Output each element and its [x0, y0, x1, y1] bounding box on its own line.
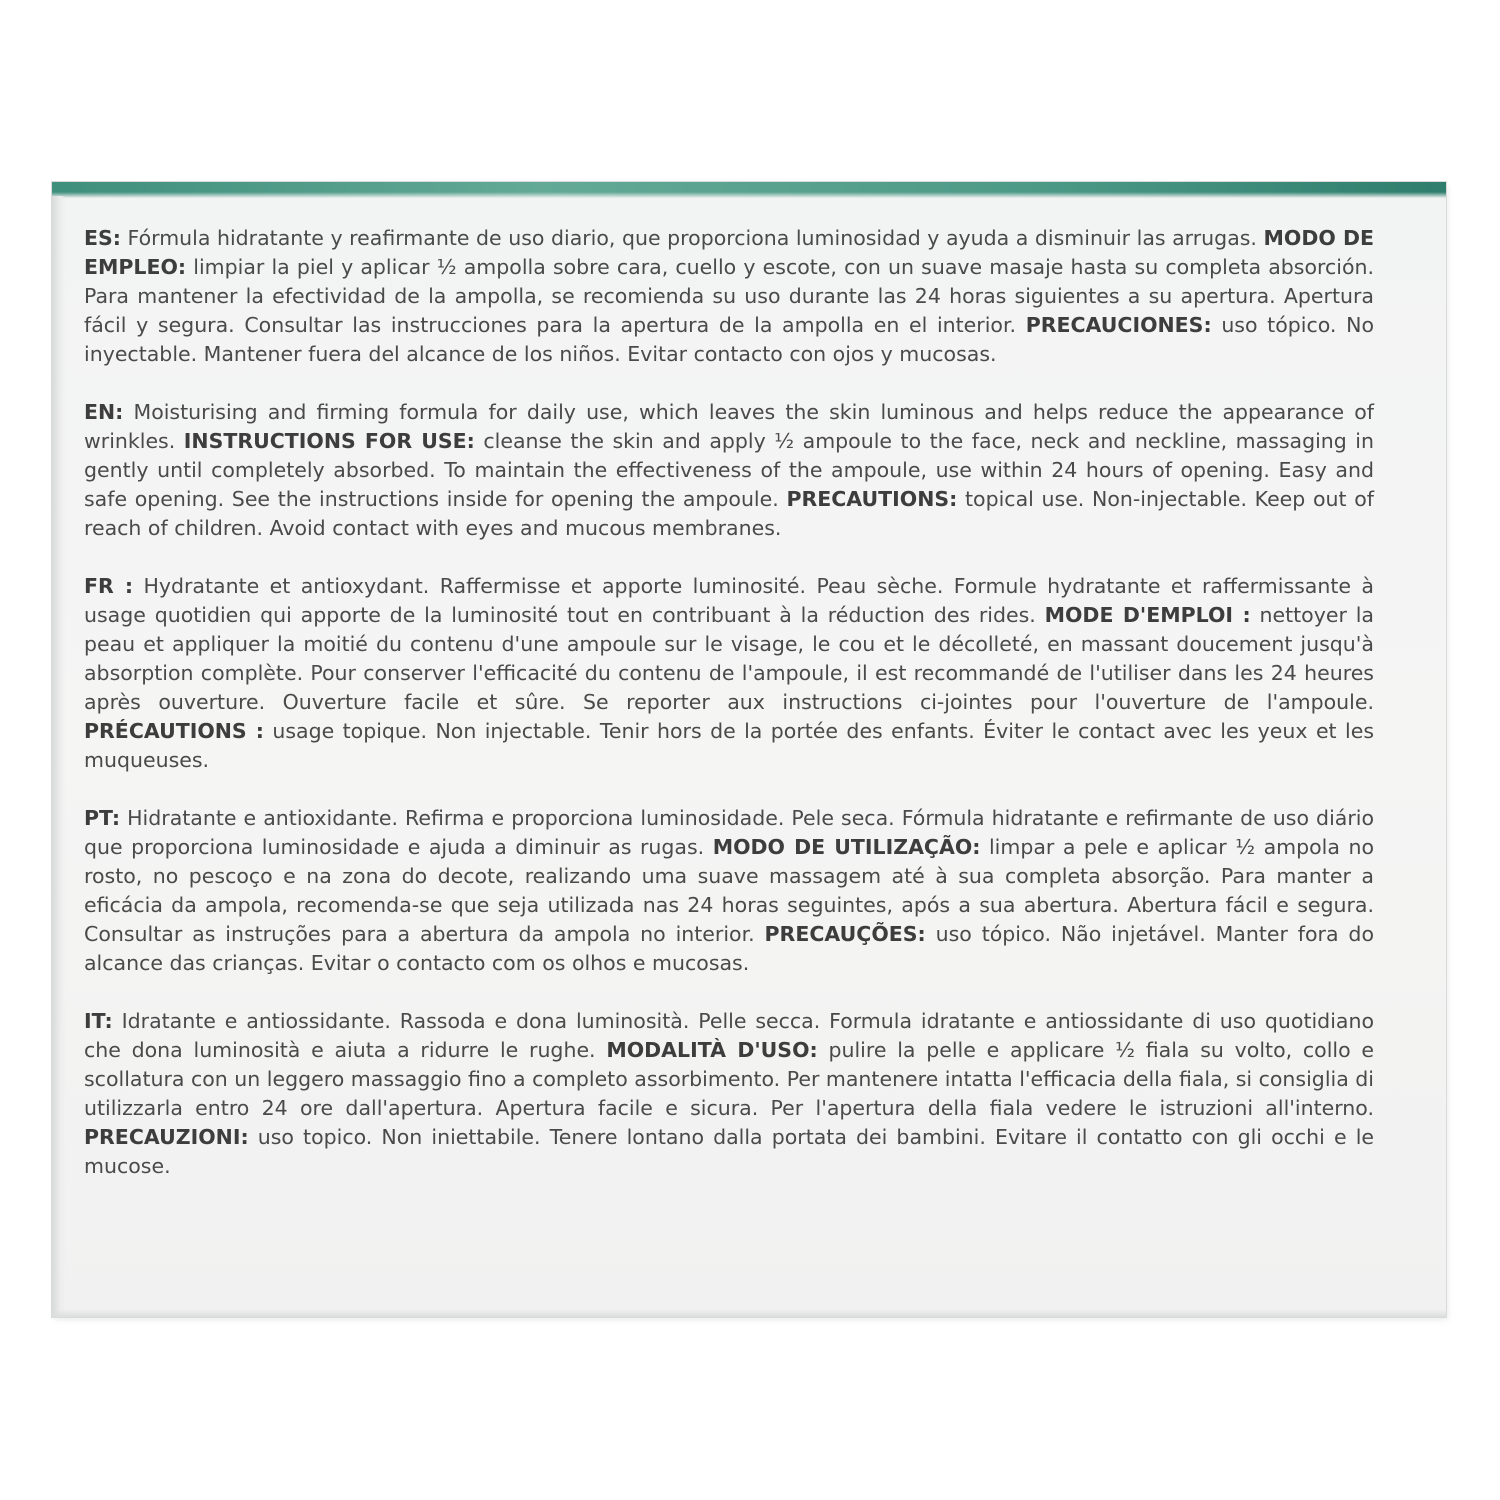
en-heading-usage: INSTRUCTIONS FOR USE:	[183, 429, 475, 453]
it-heading-precautions: PRECAUZIONI:	[84, 1125, 249, 1149]
fr-precautions-text: usage topique. Non injectable. Tenir hors de la portée des enfants. Éviter le contact avec les yeux et les muqueuses.	[84, 719, 1374, 772]
es-precautions-text: uso tópico. No inyectable. Mantener fuera del alcance de los niños. Evitar contacto con ojos y mucosas.	[84, 313, 1374, 366]
fr-usage-text: nettoyer la peau et appliquer la moitié du contenu d'une ampoule sur le visage, le cou et le décolleté, en massant doucement jusqu'à absorption complète. Pour conserver l'efficacité du contenu de l'ampoule, il est recommandé de l'utiliser dans les 24 heures après ouverture. Ouverture facile et sûre. Se reporter aux instructions ci-jointes pour l'ouverture de l'ampoule.	[84, 603, 1374, 714]
it-heading-usage: MODALITÀ D'USO:	[606, 1038, 818, 1062]
box-green-top-edge	[52, 182, 1446, 198]
paragraph-pt	[84, 804, 1374, 978]
lang-code-fr: FR :	[84, 574, 134, 598]
multilingual-label-text	[84, 224, 1374, 1210]
paragraph-en	[84, 398, 1374, 543]
box-bottom-edge-shadow	[52, 1309, 1446, 1317]
pt-heading-usage: MODO DE UTILIZAÇÃO:	[712, 835, 981, 859]
box-left-edge-shadow	[52, 196, 66, 1317]
pt-heading-precautions: PRECAUÇÕES:	[764, 922, 926, 946]
fr-heading-precautions: PRÉCAUTIONS :	[84, 719, 264, 743]
fr-heading-usage: MODE D'EMPLOI :	[1044, 603, 1251, 627]
paragraph-fr	[84, 572, 1374, 775]
lang-code-en: EN:	[84, 400, 124, 424]
lang-code-pt: PT:	[84, 806, 121, 830]
es-heading-precautions: PRECAUCIONES:	[1025, 313, 1212, 337]
en-intro: Moisturising and firming formula for daily use, which leaves the skin luminous and helps reduce the appearance of wrinkles.	[84, 400, 1374, 453]
lang-code-es: ES:	[84, 226, 121, 250]
es-usage-text: limpiar la piel y aplicar ½ ampolla sobre cara, cuello y escote, con un suave masaje hasta su completa absorción. Para mantener la efectividad de la ampolla, se recomienda su uso durante las 24 horas siguientes a su apertura. Apertura fácil y segura. Consultar las instrucciones para la apertura de la ampolla en el interior.	[84, 255, 1374, 337]
pt-precautions-text: uso tópico. Não injetável. Manter fora do alcance das crianças. Evitar o contacto com os olhos e mucosas.	[84, 922, 1374, 975]
es-intro: Fórmula hidratante y reafirmante de uso diario, que proporciona luminosidad y ayuda a disminuir las arrugas.	[120, 226, 1264, 250]
it-intro: Idratante e antiossidante. Rassoda e dona luminosità. Pelle secca. Formula idratante e antiossidante di uso quotidiano che dona luminosità e aiuta a ridurre le rughe.	[84, 1009, 1374, 1062]
es-heading-usage: MODO DE EMPLEO:	[84, 226, 1374, 279]
en-usage-text: cleanse the skin and apply ½ ampoule to the face, neck and neckline, massaging in gently until completely absorbed. To maintain the effectiveness of the ampoule, use within 24 hours of opening. Easy and safe opening. See the instructions inside for opening the ampoule.	[84, 429, 1374, 511]
en-heading-precautions: PRECAUTIONS:	[786, 487, 958, 511]
fr-intro: Hydratante et antioxydant. Raffermisse et apporte luminosité. Peau sèche. Formule hydratante et raffermissante à usage quotidien qui apporte de la luminosité tout en contribuant à la réduction des rides.	[84, 574, 1374, 627]
it-precautions-text: uso topico. Non iniettabile. Tenere lontano dalla portata dei bambini. Evitare il contatto con gli occhi e le mucose.	[84, 1125, 1374, 1178]
paragraph-it	[84, 1007, 1374, 1181]
it-usage-text: pulire la pelle e applicare ½ fiala su volto, collo e scollatura con un leggero massaggio fino a completo assorbimento. Per mantenere intatta l'efficacia della fiala, si consiglia di utilizzarla entro 24 ore dall'apertura. Apertura facile e sicura. Per l'apertura della fiala vedere le istruzioni all'interno.	[84, 1038, 1374, 1120]
pt-intro: Hidratante e antioxidante. Refirma e proporciona luminosidade. Pele seca. Fórmula hidratante e refirmante de uso diário que proporciona luminosidade e ajuda a diminuir as rugas.	[84, 806, 1374, 859]
en-precautions-text: topical use. Non-injectable. Keep out of reach of children. Avoid contact with eyes and mucous membranes.	[84, 487, 1374, 540]
paragraph-es	[84, 224, 1374, 369]
pt-usage-text: limpar a pele e aplicar ½ ampola no rosto, no pescoço e na zona do decote, realizando uma suave massagem até à sua completa absorção. Para manter a eficácia da ampola, recomenda-se que seja utilizada nas 24 horas seguintes, após a sua abertura. Abertura fácil e segura. Consultar as instruções para a abertura da ampola no interior.	[84, 835, 1374, 946]
lang-code-it: IT:	[84, 1009, 113, 1033]
